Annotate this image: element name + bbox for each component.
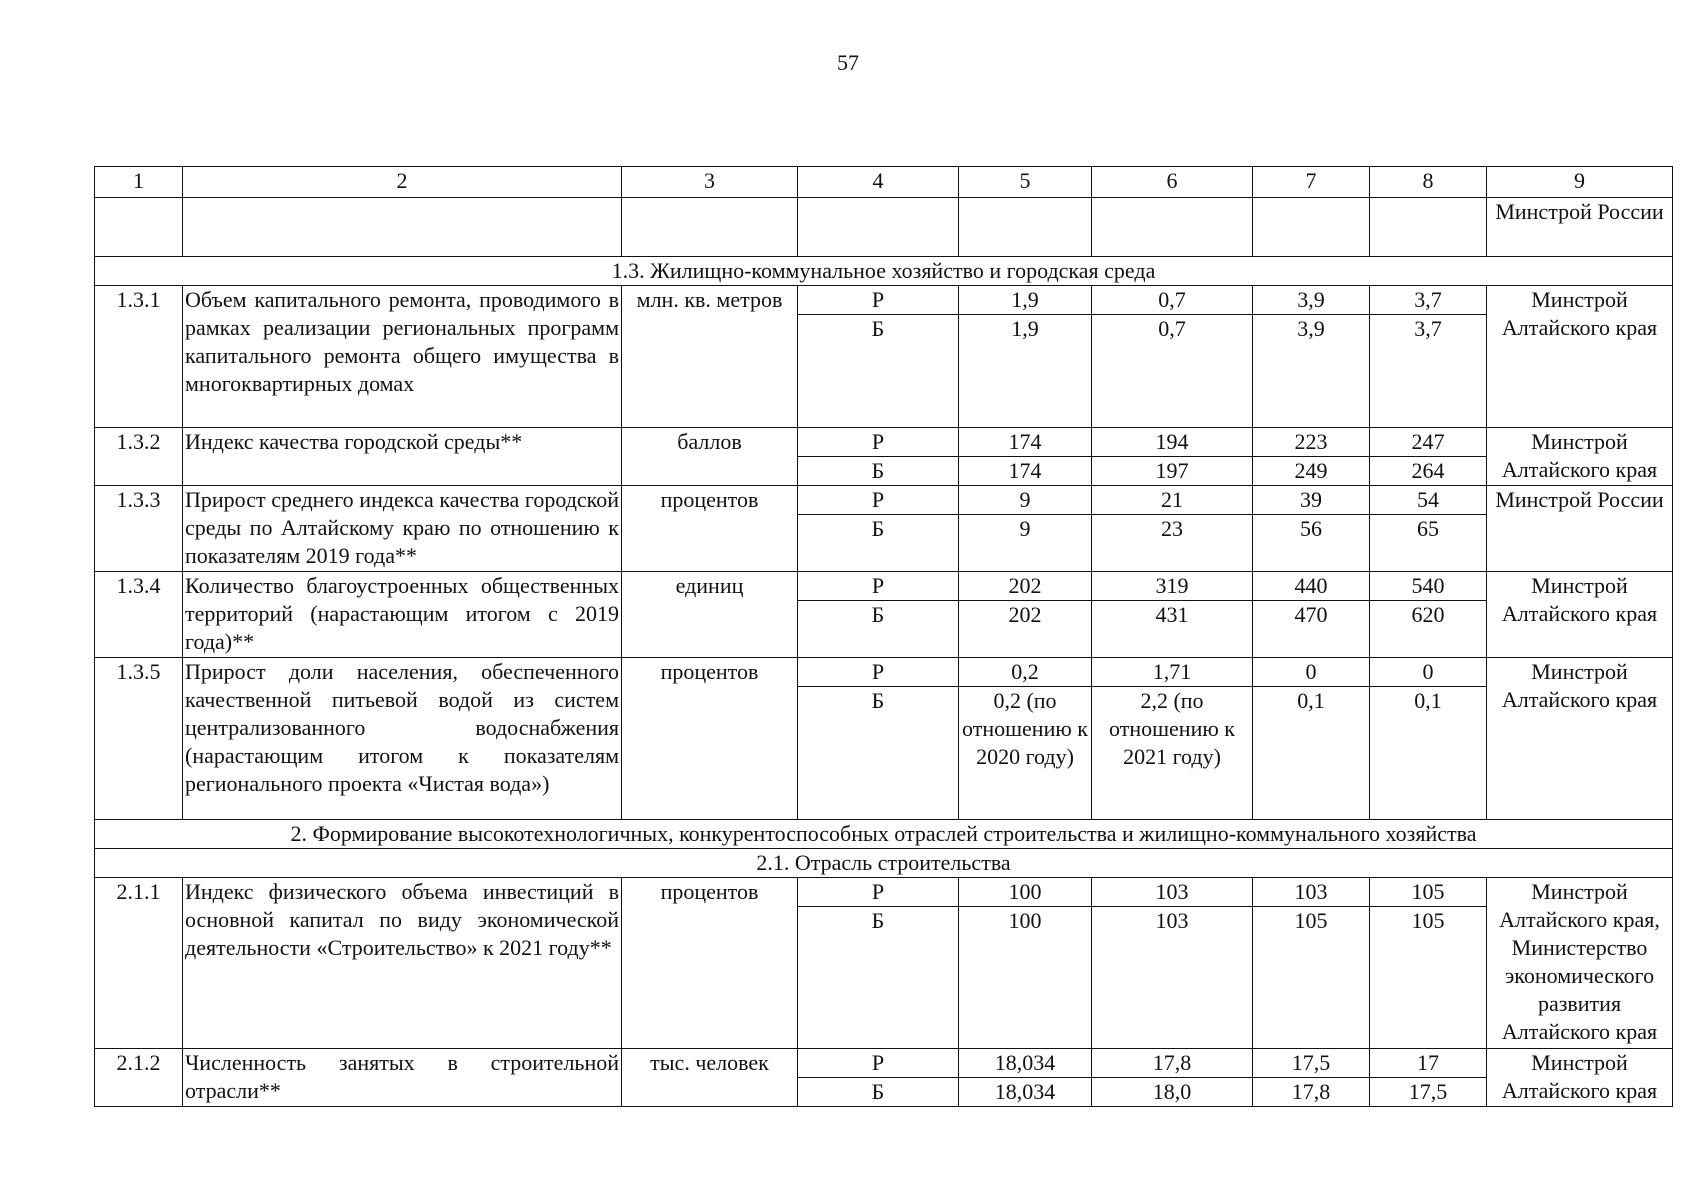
type-cell: Б xyxy=(798,1078,959,1107)
unit-cell: процентов xyxy=(622,878,798,1049)
value-cell: 0,2 xyxy=(959,658,1092,687)
type-cell: Р xyxy=(798,428,959,457)
indicator-name: Индекс качества городской среды** xyxy=(183,428,622,486)
value-cell: 174 xyxy=(959,428,1092,457)
indicator-name: Индекс физического объема инвестиций в основной капитал по виду экономической деятельности «Строительство» к 2021 году** xyxy=(183,878,622,1049)
value-cell: 223 xyxy=(1253,428,1370,457)
value-cell: 3,9 xyxy=(1253,286,1370,315)
value-cell: 17,5 xyxy=(1253,1049,1370,1078)
table-row xyxy=(95,658,1673,687)
section-header-row xyxy=(95,820,1673,849)
type-cell: Б xyxy=(798,315,959,428)
unit-cell: баллов xyxy=(622,428,798,486)
indicator-name: Объем капитального ремонта, проводимого в рамках реализации региональных программ капитального ремонта общего имущества в многоквартирных домах xyxy=(183,286,622,428)
value-cell: 105 xyxy=(1370,878,1487,907)
value-cell: 9 xyxy=(959,515,1092,572)
value-cell: 3,9 xyxy=(1253,315,1370,428)
indicator-name: Прирост доли населения, обеспеченного качественной питьевой водой из систем централизованного водоснабжения (нарастающим итогом к показателям регионального проекта «Чистая вода») xyxy=(183,658,622,820)
table-row xyxy=(95,428,1673,457)
value-cell: 0,7 xyxy=(1092,286,1253,315)
value-cell: 247 xyxy=(1370,428,1487,457)
value-cell: 3,7 xyxy=(1370,286,1487,315)
value-cell: 23 xyxy=(1092,515,1253,572)
value-cell: 620 xyxy=(1370,601,1487,658)
type-cell: Р xyxy=(798,1049,959,1078)
value-cell: 18,034 xyxy=(959,1049,1092,1078)
row-number: 1.3.3 xyxy=(95,486,183,572)
responsible-cell: Минстрой Алтайского края xyxy=(1487,658,1673,820)
value-cell: 17 xyxy=(1370,1049,1487,1078)
responsible-cell: Минстрой Алтайского края, Министерство экономического развития Алтайского края xyxy=(1487,878,1673,1049)
row-number: 1.3.2 xyxy=(95,428,183,486)
responsible-cell: Минстрой Алтайского края xyxy=(1487,1049,1673,1107)
value-cell: 103 xyxy=(1092,907,1253,1049)
section-header-row xyxy=(95,849,1673,878)
type-cell: Б xyxy=(798,515,959,572)
indicator-name: Прирост среднего индекса качества городской среды по Алтайскому краю по отношению к показателям 2019 года** xyxy=(183,486,622,572)
col-number: 7 xyxy=(1253,167,1370,198)
type-cell: Р xyxy=(798,658,959,687)
value-cell: 17,5 xyxy=(1370,1078,1487,1107)
value-cell: 100 xyxy=(959,878,1092,907)
value-cell: 0,1 xyxy=(1370,687,1487,820)
indicator-name: Количество благоустроенных общественных территорий (нарастающим итогом с 2019 года)** xyxy=(183,572,622,658)
unit-cell: млн. кв. метров xyxy=(622,286,798,428)
col-number: 2 xyxy=(183,167,622,198)
type-cell: Б xyxy=(798,457,959,486)
table-row xyxy=(95,1049,1673,1078)
value-cell: 3,7 xyxy=(1370,315,1487,428)
value-cell: 100 xyxy=(959,907,1092,1049)
value-cell: 1,9 xyxy=(959,286,1092,315)
value-cell: 65 xyxy=(1370,515,1487,572)
value-cell: 197 xyxy=(1092,457,1253,486)
type-cell: Р xyxy=(798,878,959,907)
value-cell: 2,2 (по отношению к 2021 году) xyxy=(1092,687,1253,820)
value-cell: 39 xyxy=(1253,486,1370,515)
col-number: 6 xyxy=(1092,167,1253,198)
value-cell: 319 xyxy=(1092,572,1253,601)
unit-cell: тыс. человек xyxy=(622,1049,798,1107)
type-cell: Б xyxy=(798,907,959,1049)
type-cell: Б xyxy=(798,687,959,820)
section-title: 1.3. Жилищно-коммунальное хозяйство и городская среда xyxy=(95,257,1673,286)
value-cell: 56 xyxy=(1253,515,1370,572)
section-title: 2. Формирование высокотехнологичных, конкурентоспособных отраслей строительства и жилищно-коммунального хозяйства xyxy=(95,820,1673,849)
value-cell: 17,8 xyxy=(1253,1078,1370,1107)
type-cell: Р xyxy=(798,486,959,515)
unit-cell: единиц xyxy=(622,572,798,658)
column-number-row xyxy=(95,167,1673,198)
col-number: 5 xyxy=(959,167,1092,198)
col-number: 3 xyxy=(622,167,798,198)
value-cell: 540 xyxy=(1370,572,1487,601)
responsible-cell: Минстрой Алтайского края xyxy=(1487,286,1673,428)
row-number: 2.1.2 xyxy=(95,1049,183,1107)
table-row xyxy=(95,878,1673,907)
indicator-name: Численность занятых в строительной отрасли** xyxy=(183,1049,622,1107)
value-cell: 105 xyxy=(1253,907,1370,1049)
table-row xyxy=(95,572,1673,601)
value-cell: 18,034 xyxy=(959,1078,1092,1107)
table-row xyxy=(95,286,1673,315)
col-number: 4 xyxy=(798,167,959,198)
value-cell: 1,9 xyxy=(959,315,1092,428)
value-cell: 264 xyxy=(1370,457,1487,486)
value-cell: 470 xyxy=(1253,601,1370,658)
value-cell: 0,1 xyxy=(1253,687,1370,820)
row-number: 1.3.4 xyxy=(95,572,183,658)
row-number: 2.1.1 xyxy=(95,878,183,1049)
value-cell: 0 xyxy=(1253,658,1370,687)
value-cell: 103 xyxy=(1253,878,1370,907)
col-number: 8 xyxy=(1370,167,1487,198)
value-cell: 431 xyxy=(1092,601,1253,658)
responsible-cell: Минстрой Алтайского края xyxy=(1487,428,1673,486)
section-header-row xyxy=(95,257,1673,286)
unit-cell: процентов xyxy=(622,486,798,572)
col-number: 9 xyxy=(1487,167,1673,198)
value-cell: 105 xyxy=(1370,907,1487,1049)
section-title: 2.1. Отрасль строительства xyxy=(95,849,1673,878)
value-cell: 1,71 xyxy=(1092,658,1253,687)
value-cell: 194 xyxy=(1092,428,1253,457)
unit-cell: процентов xyxy=(622,658,798,820)
row-number: 1.3.5 xyxy=(95,658,183,820)
page-number: 57 xyxy=(837,50,859,75)
value-cell: 249 xyxy=(1253,457,1370,486)
value-cell: 0,2 (по отношению к 2020 году) xyxy=(959,687,1092,820)
responsible-cell: Минстрой России xyxy=(1487,198,1673,257)
value-cell: 174 xyxy=(959,457,1092,486)
indicators-table xyxy=(94,166,1673,1107)
responsible-cell: Минстрой Алтайского края xyxy=(1487,572,1673,658)
type-cell: Р xyxy=(798,572,959,601)
value-cell: 440 xyxy=(1253,572,1370,601)
value-cell: 103 xyxy=(1092,878,1253,907)
continued-row xyxy=(95,198,1673,257)
value-cell: 21 xyxy=(1092,486,1253,515)
value-cell: 202 xyxy=(959,572,1092,601)
type-cell: Б xyxy=(798,601,959,658)
value-cell: 202 xyxy=(959,601,1092,658)
value-cell: 18,0 xyxy=(1092,1078,1253,1107)
responsible-cell: Минстрой России xyxy=(1487,486,1673,572)
col-number: 1 xyxy=(95,167,183,198)
value-cell: 0 xyxy=(1370,658,1487,687)
value-cell: 17,8 xyxy=(1092,1049,1253,1078)
type-cell: Р xyxy=(798,286,959,315)
value-cell: 9 xyxy=(959,486,1092,515)
table-row xyxy=(95,486,1673,515)
value-cell: 0,7 xyxy=(1092,315,1253,428)
row-number: 1.3.1 xyxy=(95,286,183,428)
value-cell: 54 xyxy=(1370,486,1487,515)
